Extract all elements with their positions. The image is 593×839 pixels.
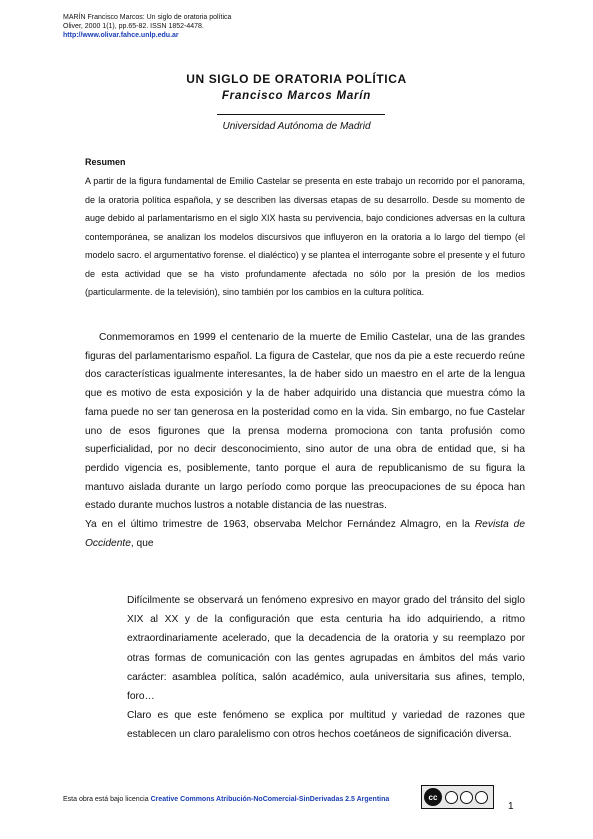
nd-icon bbox=[475, 791, 488, 804]
license-link[interactable]: Creative Commons Atribución-NoComercial-SinDerivadas 2.5 Argentina bbox=[150, 796, 390, 803]
cc-license-badge[interactable] bbox=[421, 785, 494, 809]
header-journal-link[interactable]: http://www.olivar.fahce.unlp.edu.ar bbox=[63, 32, 179, 39]
license-footer bbox=[63, 796, 389, 803]
by-icon bbox=[445, 791, 458, 804]
quote-paragraph-2: Claro es que este fenómeno se explica por multitud y variedad de razones que establecen un claro paralelismo con otros hechos coetáneos de significación diversa. bbox=[127, 710, 525, 741]
title-divider bbox=[217, 114, 385, 115]
body-paragraph-2-start: Ya en el último trimestre de 1963, observaba Melchor Fernández Almagro, en la bbox=[85, 519, 475, 531]
abstract-heading: Resumen bbox=[85, 157, 126, 167]
page-number: 1 bbox=[508, 801, 514, 812]
license-text: Esta obra está bajo licencia bbox=[63, 796, 151, 803]
body-paragraph-2-end: , que bbox=[130, 537, 154, 549]
abstract-text: A partir de la figura fundamental de Emilio Castelar se presenta en este trabajo un recorrido por el panorama, de la oratoria política española, y se describen las diversas etapas de su desarrollo. Desde su momento de auge debido al parlamentarismo en el siglo XIX hasta su pervivencia, bajo condiciones adversas en la cultura contemporánea, se analizan los modelos discursivos que influyeron en la oratoria a lo largo del tiempo (el modelo sacro. el argumentativo forense. el dialéctico) y se plantea el interrogante sobre el presente y el futuro de esta actividad que se ha visto profundamente afectada no sólo por la presión de los medios (particularmente. de la televisión), sino también por los cambios en la cultura política. bbox=[85, 176, 525, 297]
quote-paragraph-1: Difícilmente se observará un fenómeno expresivo en mayor grado del tránsito del siglo XIX al XX y de la configuración que esta centuria ha ido adquiriendo, a ritmo extraordinariamente acelerado, que la decadencia de la oratoria y su reemplazo por otras formas de comunicación con las gentes agrupadas en ámbitos del más vario carácter: asamblea política, salón académico, aula universitaria sus afines, templo, foro… bbox=[127, 595, 525, 703]
body-text bbox=[85, 329, 525, 553]
body-paragraph-2 bbox=[85, 516, 525, 553]
journal-name-italic: Revista de Occidente bbox=[85, 519, 525, 549]
cc-icon: cc bbox=[424, 788, 442, 806]
author-affiliation: Universidad Autónoma de Madrid bbox=[222, 121, 371, 132]
article-title: UN SIGLO DE ORATORIA POLÍTICA bbox=[186, 72, 407, 86]
running-header bbox=[63, 13, 231, 40]
header-citation-line2: Oliver, 2000 1(1), pp.65-82. ISSN 1852-4478. bbox=[63, 23, 204, 30]
header-citation-line1: MARÍN Francisco Marcos: Un siglo de oratoria política bbox=[63, 14, 232, 21]
body-paragraph-1: Conmemoramos en 1999 el centenario de la muerte de Emilio Castelar, una de las grandes figuras del parlamentarismo español. La figura de Castelar, que nos da pie a este recuerdo reúne dos características igualmente interesantes, la de haber sido un maestro en el arte de la lengua que es motivo de esta exposición y la de haber adquirido una distancia que muestra cómo la fama puede no ser tan generosa en la posteridad como en la vida. Sin embargo, no fue Castelar uno de esos figurones que la prensa moderna promociona con tanta profusión como superficialidad, por no decir desconocimiento, sino autor de una obra de entidad que, si ha perdido vigencia es, posiblemente, tanto porque el aura de republicanismo de su figura la mantuvo aislada durante un largo período como porque las preocupaciones de su época han estado durante muchos lustros a notable distancia de las nuestras. bbox=[85, 332, 525, 512]
article-author: Francisco Marcos Marín bbox=[221, 90, 372, 102]
nc-icon bbox=[460, 791, 473, 804]
block-quote bbox=[127, 591, 525, 745]
